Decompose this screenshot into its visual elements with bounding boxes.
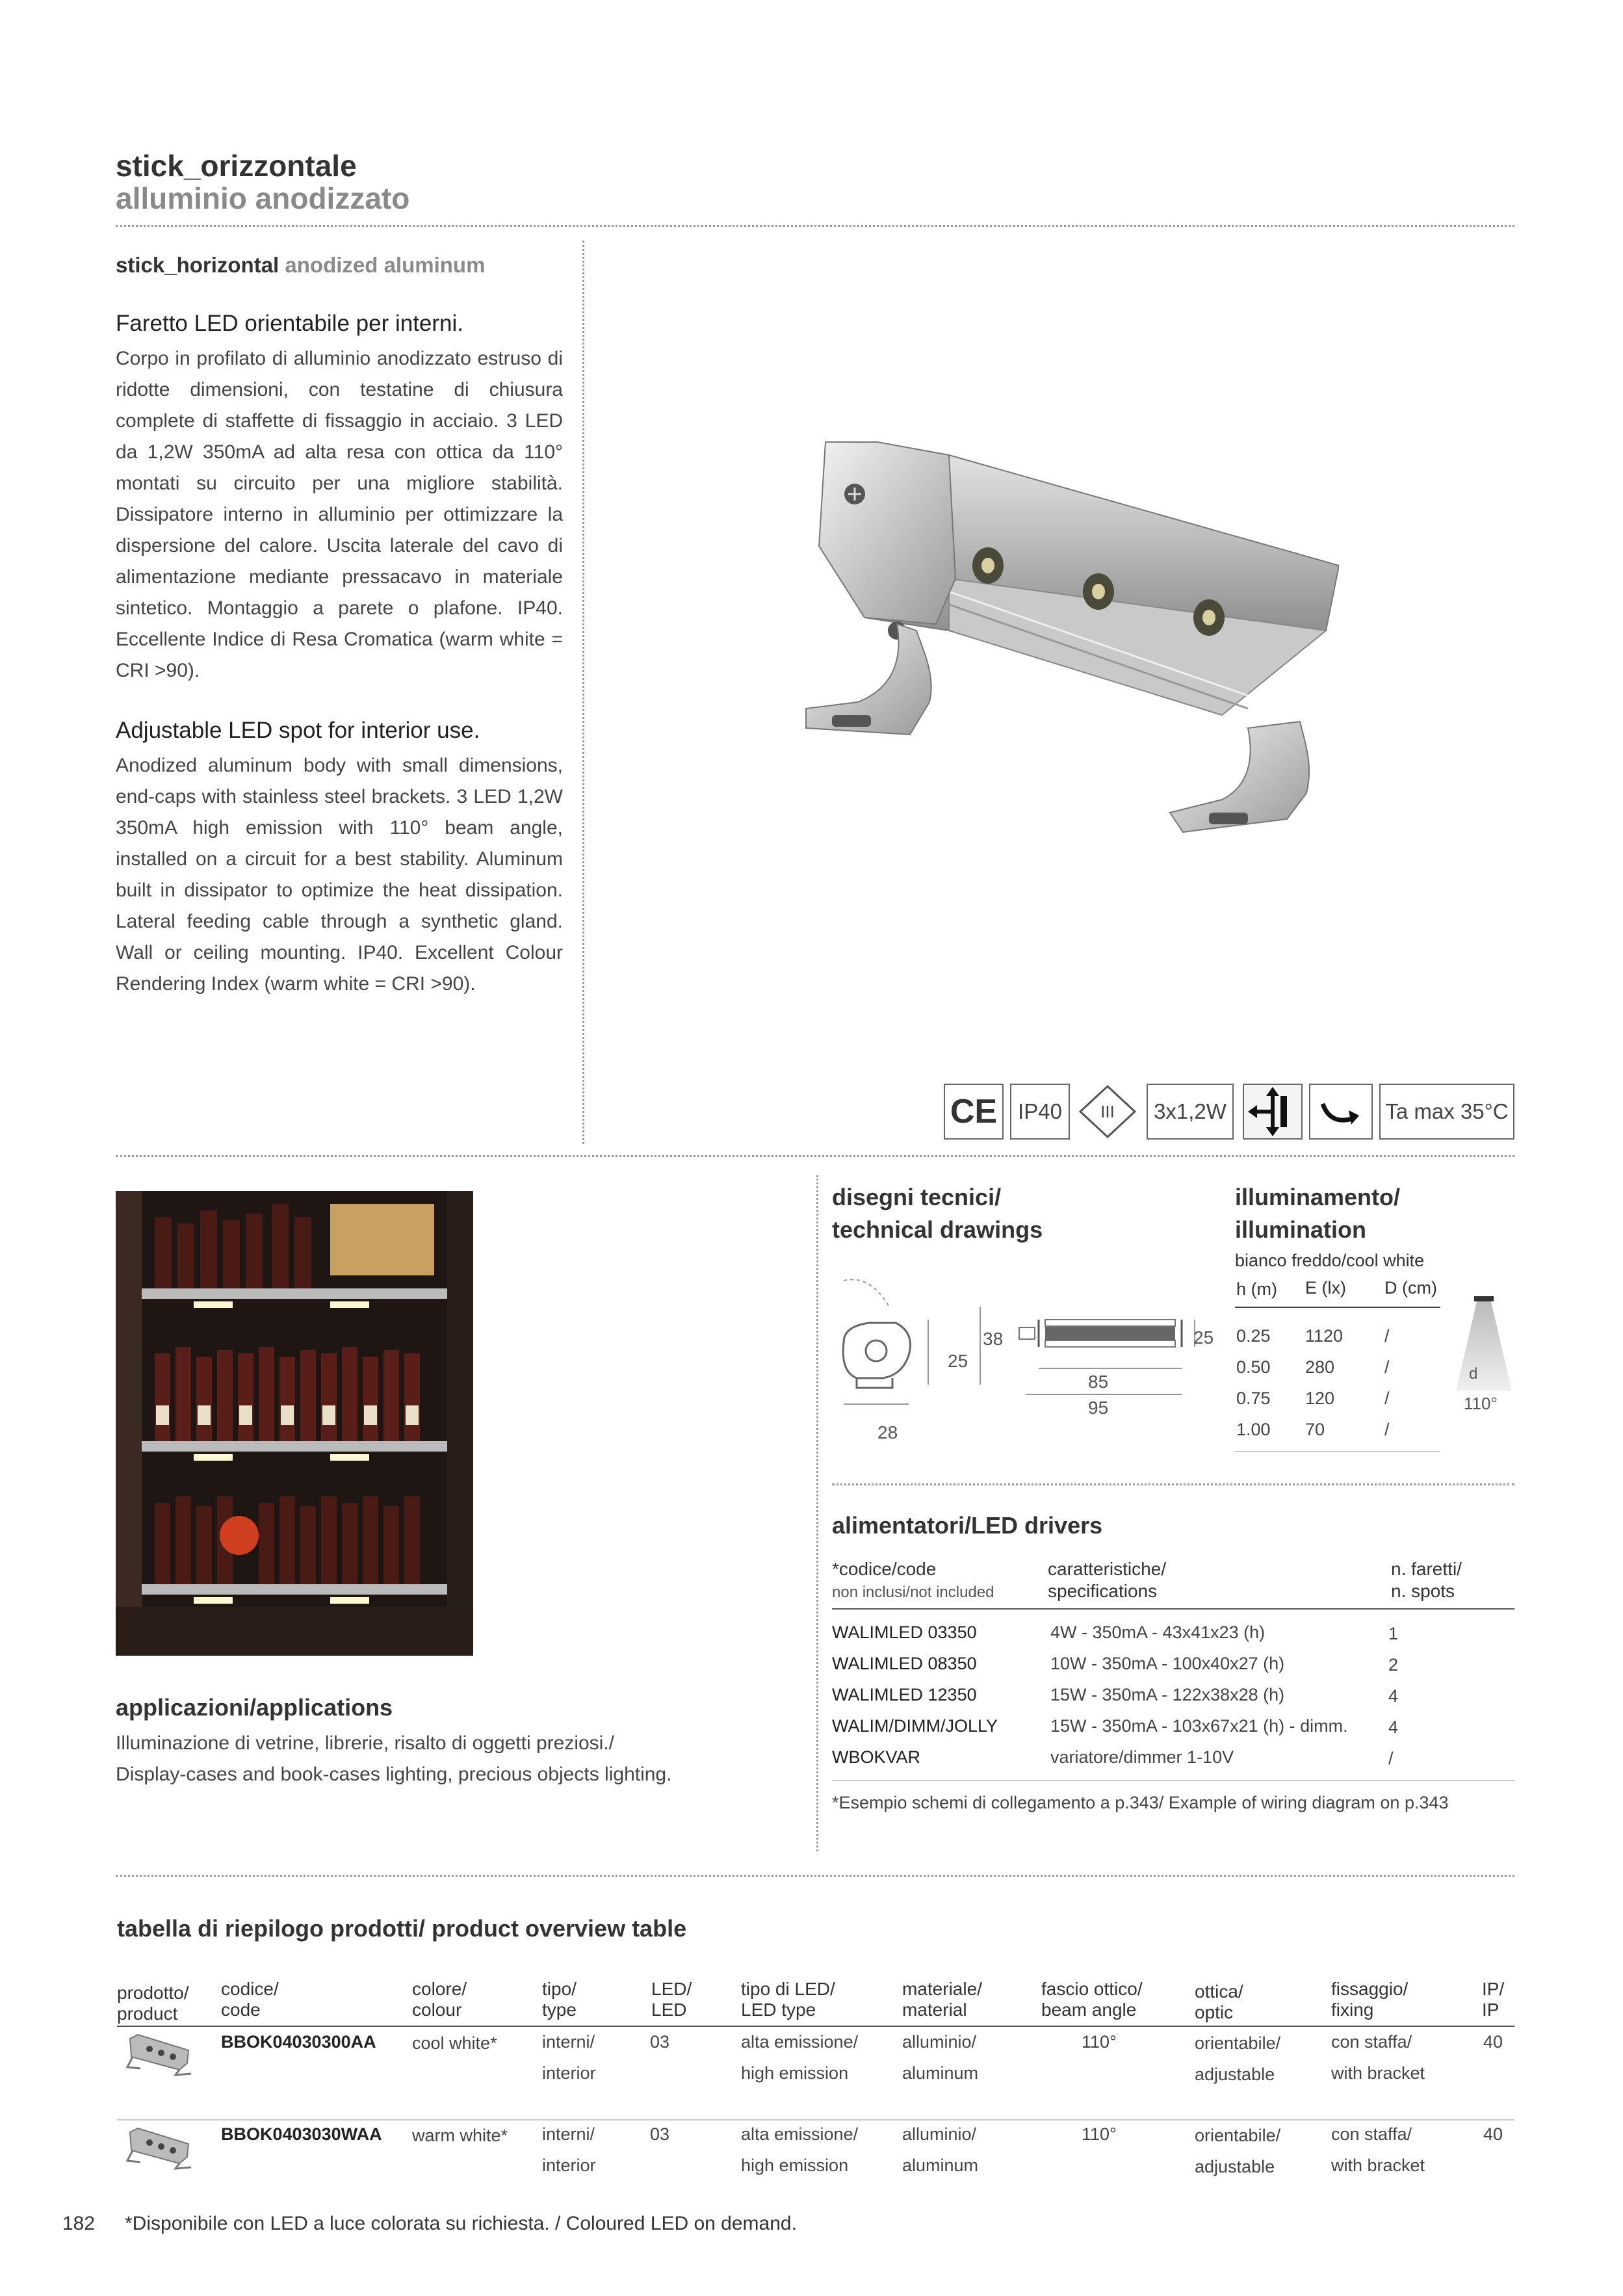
title-line-2: alluminio anodizzato [116,181,410,215]
drivers-col-spec-1: caratteristiche/ [1048,1559,1167,1579]
ov-row2-optic-1: orientabile/ [1195,2126,1281,2145]
dim-25-b: 25 [1193,1327,1214,1348]
illum-h-2: 0.50 [1236,1357,1271,1377]
rotate-arrow-icon [1309,1084,1373,1140]
ov-row1-type-1: interni/ [542,2032,595,2052]
temp-rating: Ta max 35°C [1379,1084,1514,1140]
product-photo [754,416,1339,871]
ov-row1-led: 03 [650,2032,670,2052]
ce-mark-icon: CE [944,1084,1004,1140]
desc-it-text: Corpo in profilato di alluminio anodizzato estruso di ridotte dimensioni, con testatine di chiusura complete di staffette di fissaggio in acciaio. 3 LED da 1,2W 350mA ad alta resa con ottica da 110° montati su circuito per una migliore stabilità. Dissipatore interno in alluminio per ottimizzare la dispersione del calore. Uscita laterale del cavo di alimentazione mediante pressacavo in materiale sintetico. Montaggio a parete o plafone. IP40. Eccellente Indice di Resa Cromatica (warm white = CRI >90). [116,348,563,681]
driver-code-1: WALIMLED 03350 [832,1623,977,1642]
ov-row2-beam: 110° [1082,2124,1117,2144]
column-divider [582,241,584,1144]
footer-note: *Disponibile con LED a luce colorata su richiesta. / Coloured LED on demand. [125,2213,797,2234]
desc-en-heading: Adjustable LED spot for interior use. [116,718,480,743]
illum-e-2: 280 [1305,1357,1335,1377]
ov-row2-ledtype-2: high emission [741,2156,849,2175]
drivers-bottom-rule [832,1780,1514,1781]
ov-hdr-led-type: tipo di LED/ LED type [741,1979,835,2020]
illum-d-2: / [1384,1357,1390,1377]
dim-38: 38 [983,1329,1004,1349]
drawings-heading-1: disegni tecnici/ [832,1184,1002,1210]
column-divider [816,1175,818,1851]
illumination-col-d: D (cm) [1384,1278,1437,1298]
product-thumbnail [123,2124,196,2170]
driver-n-4: 4 [1388,1717,1399,1737]
divider [116,1155,1514,1157]
driver-spec-2: 10W - 350mA - 100x40x27 (h) [1050,1654,1285,1673]
class-iii-label: III [1100,1101,1115,1121]
ov-row2-fix-2: with bracket [1331,2156,1425,2175]
ov-row2-type-2: interior [542,2156,596,2175]
driver-n-3: 4 [1388,1686,1399,1706]
ov-row2-led: 03 [650,2124,670,2144]
dim-85: 85 [1088,1372,1109,1392]
drivers-col-n-2: n. spots [1391,1581,1455,1601]
divider [116,1875,1514,1877]
ov-row2-fix-1: con staffa/ [1331,2124,1412,2144]
page-number: 182 [62,2213,96,2234]
ov-row1-ledtype-1: alta emissione/ [741,2032,859,2052]
ov-row2-mat-2: aluminum [902,2156,979,2175]
illumination-bottom-rule [1235,1451,1440,1452]
drivers-col-spec-2: specifications [1048,1581,1158,1601]
ov-row1-beam: 110° [1082,2032,1117,2052]
illum-h-1: 0.25 [1236,1326,1271,1346]
overview-row-rule [117,2119,1514,2120]
driver-code-2: WALIMLED 08350 [832,1654,977,1673]
illumination-header-rule [1235,1307,1440,1308]
ov-hdr-material: materiale/ material [902,1979,982,2020]
product-thumbnail [123,2031,196,2076]
illumination-col-e: E (lx) [1305,1278,1346,1298]
ov-hdr-type: tipo/ type [542,1979,577,2020]
ov-hdr-ip: IP/ IP [1482,1979,1505,2020]
illumination-heading-1: illuminamento/ [1235,1184,1401,1210]
illum-h-3: 0.75 [1236,1389,1271,1408]
driver-code-4: WALIM/DIMM/JOLLY [832,1716,998,1736]
driver-n-5: / [1388,1749,1394,1768]
drivers-heading: alimentatori/LED drivers [832,1512,1103,1539]
driver-code-3: WALIMLED 12350 [832,1685,977,1704]
dim-95: 95 [1088,1398,1109,1418]
overview-heading: tabella di riepilogo prodotti/ product overview table [117,1915,687,1942]
drivers-col-code: *codice/code [832,1559,937,1579]
ov-row1-colour: cool white* [412,2033,497,2053]
illum-d-1: / [1384,1326,1390,1346]
ov-hdr-fixing: fissaggio/ fixing [1331,1979,1409,2020]
illumination-col-h: h (m) [1236,1279,1277,1299]
drawings-heading-2: technical drawings [832,1216,1043,1243]
illum-e-4: 70 [1305,1420,1325,1439]
ov-row1-mat-1: alluminio/ [902,2032,977,2052]
ov-row2-ip: 40 [1483,2124,1503,2144]
cone-d-label: d [1469,1365,1478,1383]
driver-n-1: 1 [1388,1624,1399,1643]
illum-d-4: / [1384,1420,1390,1439]
drivers-header-rule [832,1608,1514,1610]
ov-row1-fix-1: con staffa/ [1331,2032,1412,2052]
driver-spec-4: 15W - 350mA - 103x67x21 (h) - dimm. [1050,1716,1348,1736]
ov-row2-optic-2: adjustable [1195,2157,1275,2176]
ov-hdr-colour: colore/ colour [412,1979,467,2020]
ov-row1-optic-2: adjustable [1195,2065,1275,2084]
ov-hdr-beam: fascio ottico/ beam angle [1041,1979,1143,2020]
driver-spec-3: 15W - 350mA - 122x38x28 (h) [1050,1685,1285,1704]
driver-code-5: WBOKVAR [832,1747,921,1767]
illumination-subtitle: bianco freddo/cool white [1235,1251,1425,1270]
illum-h-4: 1.00 [1236,1420,1271,1439]
ov-row1-fix-2: with bracket [1331,2063,1425,2083]
applications-text-en: Display-cases and book-cases lighting, precious objects lighting. [116,1764,672,1785]
illum-e-1: 1120 [1305,1326,1344,1346]
driver-n-2: 2 [1388,1655,1399,1675]
applications-heading: applicazioni/applications [116,1694,393,1721]
dim-25-a: 25 [948,1351,968,1371]
drivers-col-n-1: n. faretti/ [1391,1559,1462,1579]
ov-hdr-optic: ottica/ optic [1195,1981,1243,2022]
ov-row1-ledtype-2: high emission [741,2063,849,2083]
drivers-footnote: *Esempio schemi di collegamento a p.343/ Example of wiring diagram on p.343 [832,1793,1449,1812]
class-iii-icon [1076,1084,1139,1140]
desc-it-heading: Faretto LED orientabile per interni. [116,311,463,336]
ov-row2-type-1: interni/ [542,2124,595,2144]
dim-28: 28 [877,1422,898,1442]
illum-e-3: 120 [1305,1389,1335,1408]
ov-hdr-code: codice/ code [221,1979,279,2020]
title-line-1: stick_orizzontale [116,149,357,183]
application-photo [116,1191,473,1656]
ov-hdr-led: LED/ LED [651,1979,692,2020]
driver-spec-5: variatore/dimmer 1-10V [1050,1747,1234,1767]
subtitle-grey: anodized aluminum [285,253,486,277]
drivers-col-code-note: non inclusi/not included [832,1584,994,1601]
cone-angle: 110° [1464,1394,1498,1413]
light-cone-icon [1447,1294,1518,1398]
illumination-heading-2: illumination [1235,1216,1366,1243]
overview-header-rule [117,2026,1514,2027]
subtitle [116,253,485,278]
ov-row1-mat-2: aluminum [902,2063,979,2083]
adjustable-arrows-icon [1243,1084,1303,1140]
subtitle-bold: stick_horizontal [116,253,279,277]
ov-row2-code: BBOK0403030WAA [221,2124,382,2144]
ov-row1-ip: 40 [1483,2032,1503,2052]
ov-row2-ledtype-1: alta emissione/ [741,2124,859,2144]
desc-en-text: Anodized aluminum body with small dimensions, end-caps with stainless steel brackets. 3 LED 1,2W 350mA high emission with 110° beam angle, installed on a circuit for a best stability. Aluminum built in dissipator to optimize the heat dissipation. Lateral feeding cable through a synthetic gland. Wall or ceiling mounting. IP40. Excellent Colour Rendering Index (warm white = CRI >90). [116,755,563,995]
ov-row2-mat-1: alluminio/ [902,2124,977,2144]
ov-row1-type-2: interior [542,2063,596,2083]
ov-hdr-product: prodotto/ product [117,1983,189,2024]
ov-row2-colour: warm white* [412,2126,508,2145]
illum-d-3: / [1384,1389,1390,1408]
ip-rating: IP40 [1010,1084,1070,1140]
ov-row1-code: BBOK04030300AA [221,2032,376,2052]
ov-row1-optic-1: orientabile/ [1195,2033,1281,2053]
power-rating: 3x1,2W [1147,1084,1234,1140]
driver-spec-1: 4W - 350mA - 43x41x23 (h) [1050,1623,1266,1642]
applications-text-it: Illuminazione di vetrine, librerie, risalto di oggetti preziosi./ [116,1732,615,1754]
divider [832,1483,1514,1485]
divider [116,225,1514,227]
